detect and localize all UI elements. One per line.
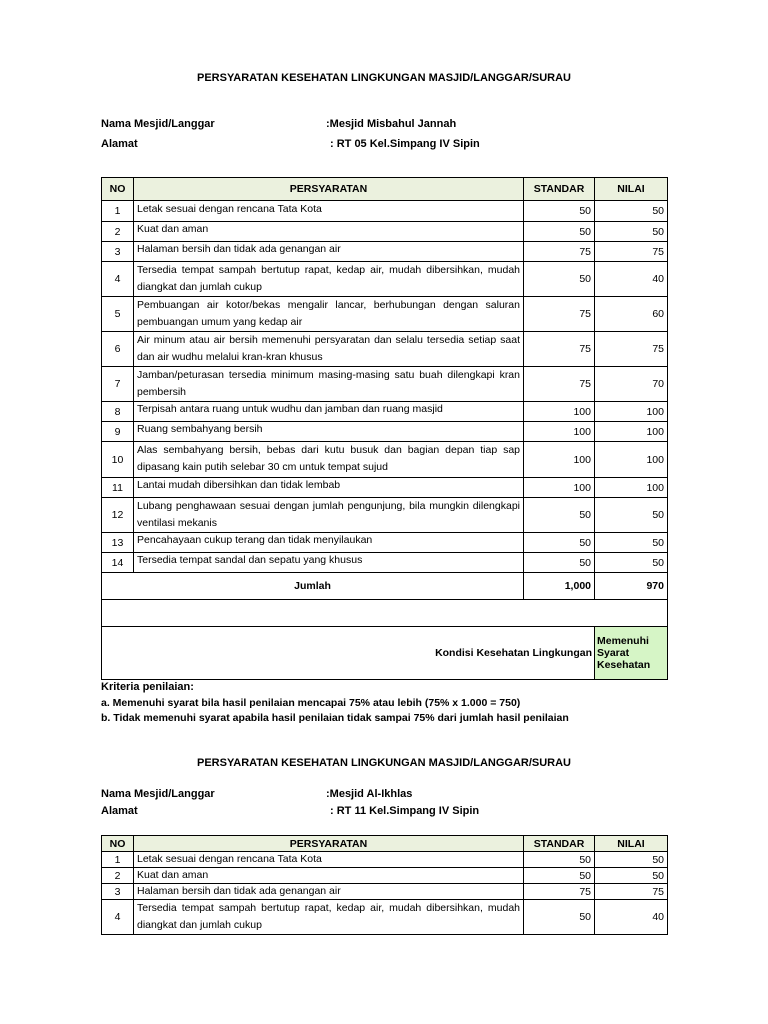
row-nilai: 40 bbox=[595, 900, 668, 935]
table-row bbox=[102, 297, 668, 332]
row-no: 7 bbox=[102, 367, 134, 402]
row-no: 3 bbox=[102, 884, 134, 900]
row-requirement: Letak sesuai dengan rencana Tata Kota bbox=[134, 201, 524, 222]
row-requirement: Alas sembahyang bersih, bebas dari kutu busuk dan bagian depan tiap sap dipasang kain putih selebar 30 cm untuk tempat sujud bbox=[134, 442, 524, 478]
row-standar: 100 bbox=[524, 422, 595, 442]
row-nilai: 50 bbox=[595, 498, 668, 533]
row-requirement: Lantai mudah dibersihkan dan tidak lembab bbox=[134, 478, 524, 498]
table-row bbox=[102, 367, 668, 402]
header-no: NO bbox=[102, 178, 134, 201]
row-requirement: Air minum atau air bersih memenuhi persyaratan dan selalu tersedia setiap saat dan air wudhu melalui kran-kran khusus bbox=[134, 332, 524, 367]
row-no: 8 bbox=[102, 402, 134, 422]
criteria-title: Kriteria penilaian: bbox=[101, 681, 194, 693]
row-nilai: 100 bbox=[595, 442, 668, 478]
row-nilai: 100 bbox=[595, 478, 668, 498]
row-standar: 75 bbox=[524, 884, 595, 900]
row-nilai: 100 bbox=[595, 402, 668, 422]
row-nilai: 75 bbox=[595, 242, 668, 262]
row-requirement: Kuat dan aman bbox=[134, 222, 524, 242]
table-row bbox=[102, 533, 668, 553]
row-standar: 50 bbox=[524, 553, 595, 573]
header-no-2: NO bbox=[102, 836, 134, 852]
row-no: 2 bbox=[102, 868, 134, 884]
header-nilai-2: NILAI bbox=[595, 836, 668, 852]
table-row bbox=[102, 222, 668, 242]
alamat-value-2: : RT 11 Kel.Simpang IV Sipin bbox=[330, 805, 480, 817]
total-label: Jumlah bbox=[102, 573, 524, 600]
row-requirement: Pencahayaan cukup terang dan tidak menyilaukan bbox=[134, 533, 524, 553]
table-row bbox=[102, 884, 668, 900]
row-standar: 50 bbox=[524, 222, 595, 242]
nama-value: :Mesjid Misbahul Jannah bbox=[326, 118, 457, 130]
table-row bbox=[102, 553, 668, 573]
row-requirement: Terpisah antara ruang untuk wudhu dan jamban dan ruang masjid bbox=[134, 402, 524, 422]
row-standar: 50 bbox=[524, 852, 595, 868]
row-requirement: Tersedia tempat sampah bertutup rapat, kedap air, mudah dibersihkan, mudah diangkat dan jumlah cukup bbox=[134, 900, 524, 935]
table-row bbox=[102, 442, 668, 478]
alamat-label-2: Alamat bbox=[101, 805, 138, 817]
total-nilai: 970 bbox=[595, 573, 668, 600]
row-requirement: Lubang penghawaan sesuai dengan jumlah pengunjung, bila mungkin dilengkapi ventilasi mekanis bbox=[134, 498, 524, 533]
kondisi-label: Kondisi Kesehatan Lingkungan bbox=[102, 627, 595, 680]
kondisi-value: Memenuhi Syarat Kesehatan bbox=[595, 627, 668, 680]
row-standar: 50 bbox=[524, 868, 595, 884]
requirements-table-2 bbox=[101, 835, 668, 935]
row-standar: 100 bbox=[524, 478, 595, 498]
row-no: 1 bbox=[102, 201, 134, 222]
row-requirement: Halaman bersih dan tidak ada genangan air bbox=[134, 242, 524, 262]
row-no: 14 bbox=[102, 553, 134, 573]
row-nilai: 70 bbox=[595, 367, 668, 402]
row-standar: 75 bbox=[524, 297, 595, 332]
row-no: 4 bbox=[102, 900, 134, 935]
row-no: 4 bbox=[102, 262, 134, 297]
row-standar: 50 bbox=[524, 201, 595, 222]
row-standar: 50 bbox=[524, 262, 595, 297]
requirements-table bbox=[101, 177, 668, 680]
criteria-b: b. Tidak memenuhi syarat apabila hasil penilaian tidak sampai 75% dari jumlah hasil penilaian bbox=[101, 712, 569, 724]
nama-label: Nama Mesjid/Langgar bbox=[101, 118, 215, 130]
row-nilai: 100 bbox=[595, 422, 668, 442]
row-no: 6 bbox=[102, 332, 134, 367]
table-row bbox=[102, 262, 668, 297]
header-persyaratan-2: PERSYARATAN bbox=[134, 836, 524, 852]
row-no: 5 bbox=[102, 297, 134, 332]
row-standar: 100 bbox=[524, 402, 595, 422]
table-row bbox=[102, 332, 668, 367]
row-nilai: 50 bbox=[595, 533, 668, 553]
header-persyaratan: PERSYARATAN bbox=[134, 178, 524, 201]
empty-row bbox=[102, 600, 668, 627]
row-no: 2 bbox=[102, 222, 134, 242]
row-nilai: 75 bbox=[595, 332, 668, 367]
alamat-label: Alamat bbox=[101, 138, 138, 150]
row-requirement: Letak sesuai dengan rencana Tata Kota bbox=[134, 852, 524, 868]
row-requirement: Pembuangan air kotor/bekas mengalir lancar, berhubungan dengan saluran pembuangan umum yang kedap air bbox=[134, 297, 524, 332]
row-nilai: 50 bbox=[595, 222, 668, 242]
row-standar: 75 bbox=[524, 242, 595, 262]
row-no: 10 bbox=[102, 442, 134, 478]
row-standar: 50 bbox=[524, 900, 595, 935]
table-row bbox=[102, 402, 668, 422]
row-standar: 75 bbox=[524, 367, 595, 402]
criteria-a: a. Memenuhi syarat bila hasil penilaian mencapai 75% atau lebih (75% x 1.000 = 750) bbox=[101, 697, 521, 709]
table-row bbox=[102, 422, 668, 442]
row-nilai: 50 bbox=[595, 201, 668, 222]
nama-value-2: :Mesjid Al-Ikhlas bbox=[326, 788, 413, 800]
header-standar-2: STANDAR bbox=[524, 836, 595, 852]
row-no: 11 bbox=[102, 478, 134, 498]
row-requirement: Tersedia tempat sandal dan sepatu yang khusus bbox=[134, 553, 524, 573]
page-title: PERSYARATAN KESEHATAN LINGKUNGAN MASJID/LANGGAR/SURAU bbox=[196, 72, 572, 84]
table-row bbox=[102, 900, 668, 935]
page-title-2: PERSYARATAN KESEHATAN LINGKUNGAN MASJID/LANGGAR/SURAU bbox=[196, 757, 572, 769]
row-requirement: Halaman bersih dan tidak ada genangan air bbox=[134, 884, 524, 900]
row-no: 3 bbox=[102, 242, 134, 262]
row-no: 12 bbox=[102, 498, 134, 533]
table-row bbox=[102, 852, 668, 868]
row-nilai: 75 bbox=[595, 884, 668, 900]
row-nilai: 40 bbox=[595, 262, 668, 297]
row-nilai: 60 bbox=[595, 297, 668, 332]
row-standar: 50 bbox=[524, 533, 595, 553]
row-nilai: 50 bbox=[595, 868, 668, 884]
table-row bbox=[102, 242, 668, 262]
row-no: 9 bbox=[102, 422, 134, 442]
row-requirement: Tersedia tempat sampah bertutup rapat, kedap air, mudah dibersihkan, mudah diangkat dan jumlah cukup bbox=[134, 262, 524, 297]
row-no: 1 bbox=[102, 852, 134, 868]
row-requirement: Jamban/peturasan tersedia minimum masing-masing satu buah dilengkapi kran pembersih bbox=[134, 367, 524, 402]
row-standar: 100 bbox=[524, 442, 595, 478]
row-nilai: 50 bbox=[595, 553, 668, 573]
row-no: 13 bbox=[102, 533, 134, 553]
table-row bbox=[102, 201, 668, 222]
total-standar: 1,000 bbox=[524, 573, 595, 600]
row-requirement: Ruang sembahyang bersih bbox=[134, 422, 524, 442]
row-requirement: Kuat dan aman bbox=[134, 868, 524, 884]
alamat-value: : RT 05 Kel.Simpang IV Sipin bbox=[330, 138, 480, 150]
nama-label-2: Nama Mesjid/Langgar bbox=[101, 788, 215, 800]
row-standar: 50 bbox=[524, 498, 595, 533]
table-row bbox=[102, 478, 668, 498]
table-row bbox=[102, 498, 668, 533]
header-nilai: NILAI bbox=[595, 178, 668, 201]
row-standar: 75 bbox=[524, 332, 595, 367]
header-standar: STANDAR bbox=[524, 178, 595, 201]
table-row bbox=[102, 868, 668, 884]
row-nilai: 50 bbox=[595, 852, 668, 868]
